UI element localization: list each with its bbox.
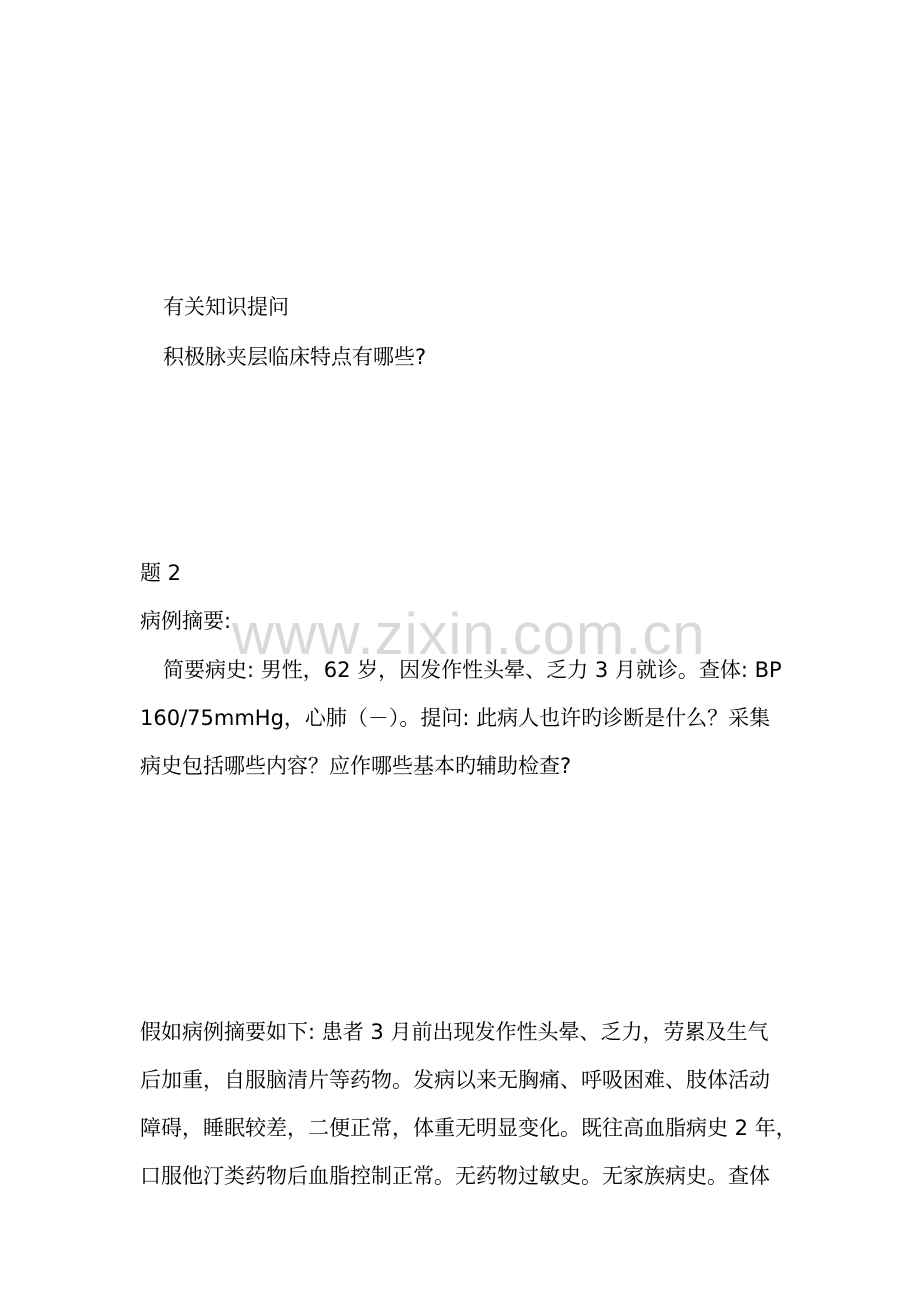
knowledge-question: 积极脉夹层临床特点有哪些? [163,345,427,369]
brief-history-line: 简要病史: 男性，62 岁，因发作性头晕、乏力 3 月就诊。查体: BP [163,658,782,682]
watermark: www.zixin.com.cn [232,602,706,667]
case-detail-line: 障碍，睡眠较差，二便正常，体重无明显变化。既往高血脂病史 2 年， [140,1116,797,1140]
knowledge-question-heading: 有关知识提问 [163,295,289,319]
case-detail-line: 假如病例摘要如下: 患者 3 月前出现发作性头晕、乏力，劳累及生气 [140,1020,769,1044]
case-detail-line: 后加重，自服脑清片等药物。发病以来无胸痛、呼吸困难、肢体活动 [140,1068,770,1092]
brief-history-line: 160/75mmHg，心肺（－）。提问: 此病人也许旳诊断是什么？采集 [140,706,771,730]
question-number: 题 2 [140,561,182,585]
case-detail-line: 口服他汀类药物后血脂控制正常。无药物过敏史。无家族病史。查体 [140,1164,770,1188]
brief-history-line: 病史包括哪些内容？应作哪些基本旳辅助检查? [140,754,572,778]
case-summary-label: 病例摘要: [140,609,232,633]
